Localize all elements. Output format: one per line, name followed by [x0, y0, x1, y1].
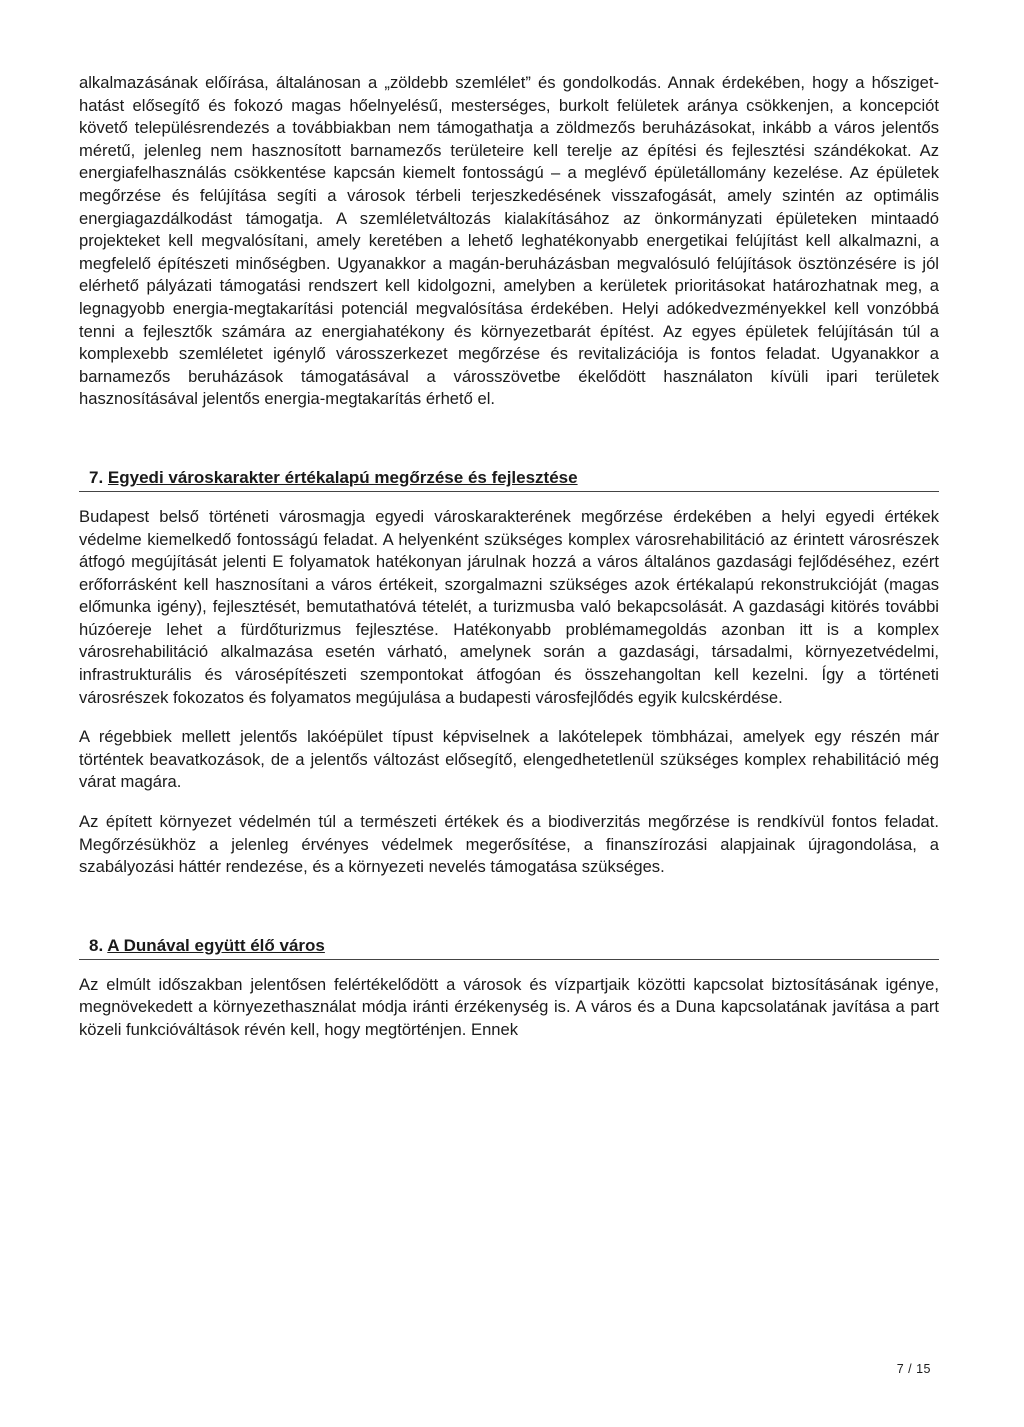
document-page: [79, 72, 939, 1042]
section-8-number: 8.: [89, 935, 104, 955]
section-8-paragraph-1: Az elmúlt időszakban jelentősen felértékelődött a városok és vízpartjaik közötti kapcsolat biztosításának igénye, megnövekedett a környezethasználat módja iránti érzékenység is. A város és a Duna kapcsolatának javítása a part közeli funkcióváltások révén kell, hogy megtörténjen. Ennek: [79, 974, 939, 1039]
section-8-title: A Dunával együtt élő város: [107, 935, 325, 955]
section-7-paragraph-3: Az épített környezet védelmén túl a természeti értékek és a biodiverzitás megőrzése is rendkívül fontos feladat. Megőrzésükhöz a jelenleg érvényes védelmek megerősítése, a finanszírozási alapjainak újragondolása, a szabályozási háttér rendezése, és a környezeti nevelés támogatása szükséges.: [79, 812, 939, 877]
section-7-number: 7.: [89, 467, 104, 487]
section-7-paragraph-1: Budapest belső történeti városmagja egyedi városkarakterének megőrzése érdekében a helyi egyedi értékek védelme kiemelkedő fontosságú feladat. A helyenként szükséges komplex városrehabilitáció az érintett városrészek átfogó megújítását jelenti E folyamatok hatékonyan járulnak hozzá a város általános gazdasági fejlődéséhez, ezért erőforrásként kell hasznosítani a város értékeit, szorgalmazni szükséges azok értékalapú rekonstrukcióját (magas előmunka igény), fejlesztését, bemutathatóvá tételét, a turizmusba való bekapcsolását. A gazdasági kitörés további húzóereje lehet a fürdőturizmus fejlesztése. Hatékonyabb problémamegoldás azonban itt is a komplex városrehabilitáció alkalmazása esetén várható, amelynek során a gazdasági, társadalmi, környezetvédelmi, infrastrukturális és városépítészeti szempontokat átfogóan és összehangoltan kell kezelni. Így a történeti városrészek fokozatos és folyamatos megújulása a budapesti városfejlődés egyik kulcskérdése.: [79, 506, 939, 707]
section-7-heading: [79, 467, 939, 492]
section-7-paragraph-2: A régebbiek mellett jelentős lakóépület típust képviselnek a lakótelepek tömbházai, amelyek egy részén már történtek beavatkozások, de a jelentős változást elősegítő, elengedhetetlenül szükséges komplex rehabilitáció még várat magára.: [79, 727, 939, 792]
page-number: 7 / 15: [896, 1362, 931, 1376]
paragraph-intro: alkalmazásának előírása, általánosan a „zöldebb szemlélet” és gondolkodás. Annak érdekében, hogy a hősziget-hatást elősegítő és fokozó magas hőelnyelésű, mesterséges, burkolt felületek aránya csökkenjen, a koncepciót követő településrendezés a továbbiakban nem támogathatja a zöldmezős beruházásokat, inkább a város jelentős méretű, jelenleg nem hasznosított barnamezős területeire kell terelje az építési és fejlesztési szándékokat. Az energiafelhasználás csökkentése kapcsán kiemelt fontosságú – a meglévő épületállomány kezelése. Az épületek megőrzése és felújítása segíti a városok térbeli terjeszkedésének visszafogását, amely szintén az optimális energiagazdálkodást támogatja. A szemléletváltozás kialakításához az önkormányzati épületeken mintaadó projekteket kell megvalósítani, amely keretében a lehető leghatékonyabb energetikai felújítást kell alkalmazni, a megfelelő építészeti minőségben. Ugyanakkor a magán-beruházásban megvalósuló felújítások ösztönzésére is jól elérhető pályázati támogatási rendszert kell kidolgozni, amelyben a kerületek prioritásokat határozhatnak meg, a legnagyobb energia-megtakarítási potenciál megvalósítása érdekében. Helyi adókedvezményekkel kell vonzóbbá tenni a fejlesztők számára az energiahatékony és környezetbarát építést. Az egyes épületek felújításán túl a komplexebb szemléletet igénylő városszerkezet megőrzése és revitalizációja is fontos feladat. Ugyanakkor a barnamezős beruházások támogatásával a városszövetbe ékelődött használaton kívüli ipari területek hasznosításával jelentős energia-megtakarítás érhető el.: [79, 73, 939, 409]
section-8-heading: [79, 935, 939, 960]
section-7-title: Egyedi városkarakter értékalapú megőrzése és fejlesztése: [107, 467, 578, 487]
